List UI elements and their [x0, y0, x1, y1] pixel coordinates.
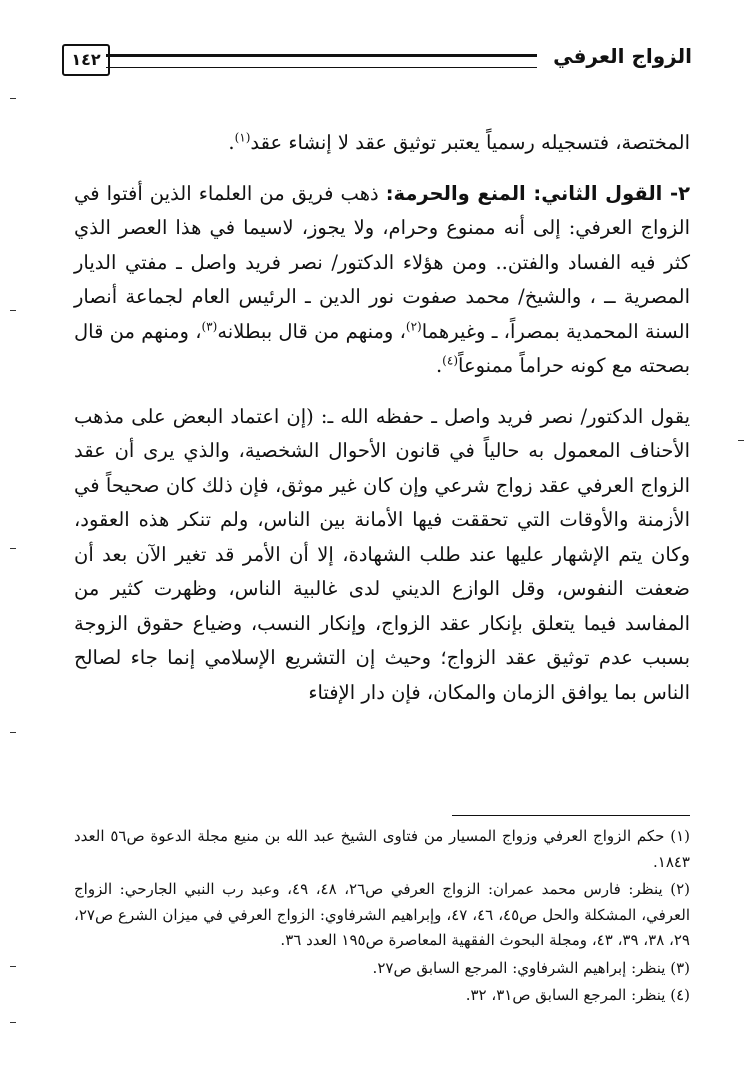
- main-text: [74, 126, 690, 710]
- footnote-separator: [452, 815, 690, 816]
- margin-mark: [10, 310, 16, 311]
- margin-mark: [10, 548, 16, 549]
- footnote-ref-4: (٤): [442, 353, 458, 368]
- section-heading: ٢- القول الثاني: المنع والحرمة:: [385, 181, 690, 205]
- margin-mark: [738, 440, 744, 441]
- footnotes: [74, 824, 690, 1011]
- paragraph-2: ٢- القول الثاني: المنع والحرمة: ذهب فريق من العلماء الذين أفتوا في الزواج العرفي: إلى أنه ممنوع وحرام، ولا يجوز، لاسيما في هذا العصر الذي كثر فيه الفساد والفتن.. ومن هؤلاء الدكتور/ نصر فريد واصل ـ مفتي الديار المصرية ــ ، والشيخ/ محمد صفوت نور الدين ـ الرئيس العام لجماعة أنصار السنة المحمدية بمصراً، ـ وغيرهما$^{(٢)}$، ومنهم من قال ببطلانه$^{(٣)}$، ومنهم من قال بصحته مع كونه حراماً ممنوعاً$^{(٤)}$.: [74, 181, 690, 377]
- margin-mark: [10, 966, 16, 967]
- footnote-3: (٣) ينظر: إبراهيم الشرفاوي: المرجع السابق ص٢٧.: [372, 958, 690, 977]
- margin-mark: [10, 1022, 16, 1023]
- footnote-1: (١) حكم الزواج العرفي وزواج المسيار من فتاوى الشيخ عبد الله بن منيع مجلة الدعوة ص٥٦ العدد ١٨٤٣.: [74, 827, 690, 871]
- footnote-ref-1: (١): [234, 130, 251, 145]
- paragraph-3: يقول الدكتور/ نصر فريد واصل ـ حفظه الله ـ: (إن اعتماد البعض على مذهب الأحناف المعمول به حالياً في قانون الأحوال الشخصية، والذي يرى أن عقد الزواج العرفي عقد زواج شرعي وإن كان غير موثق، فإن ذلك كان صحيحاً في الأزمنة والأوقات التي تحققت فيها الأمانة بين الناس، ولم تنكر هذه العقود، وكان يتم الإشهار عليها عند طلب الشهادة، إلا أن الأمر قد تغير الآن بعد أن ضعفت النفوس، وقل الوازع الديني لدى غالبية الناس، وظهرت كثير من المفاسد فيما يتعلق بإنكار عقد الزواج، وإنكار النسب، وضياع حقوق الزوجة بسبب عدم توثيق عقد الزواج؛ وحيث إن التشريع الإسلامي إنما جاء لصالح الناس بما يوافق الزمان والمكان، فإن دار الإفتاء: [74, 404, 690, 704]
- footnote-ref-2: (٢): [405, 319, 422, 333]
- page-number: ١٤٢: [62, 44, 110, 76]
- paragraph-1: المختصة، فتسجيله رسمياً يعتبر توثيق عقد لا إنشاء عقد$^{(١)}$.: [228, 130, 690, 154]
- footnote-ref-3: (٣): [201, 319, 218, 333]
- footnote-4: (٤) ينظر: المرجع السابق ص٣١، ٣٢.: [465, 986, 690, 1004]
- margin-mark: [10, 732, 16, 733]
- margin-mark: [10, 98, 16, 99]
- header-rule: [110, 54, 537, 68]
- running-header: [62, 40, 692, 88]
- running-title: الزواج العرفي: [553, 44, 692, 68]
- footnote-2: (٢) ينظر: فارس محمد عمران: الزواج العرفي ص٢٦، ٤٨، ٤٩، وعبد رب النبي الجارحي: الزواج العرفي، المشكلة والحل ص٤٥، ٤٦، ٤٧، وإبراهيم الشرفاوي: الزواج العرفي في ميزان الشرع ص٢٧، ٢٩، ٣٨، ٣٩، ٤٣، ومجلة البحوث الفقهية المعاصرة ص١٩٥ العدد ٣٦.: [74, 880, 691, 949]
